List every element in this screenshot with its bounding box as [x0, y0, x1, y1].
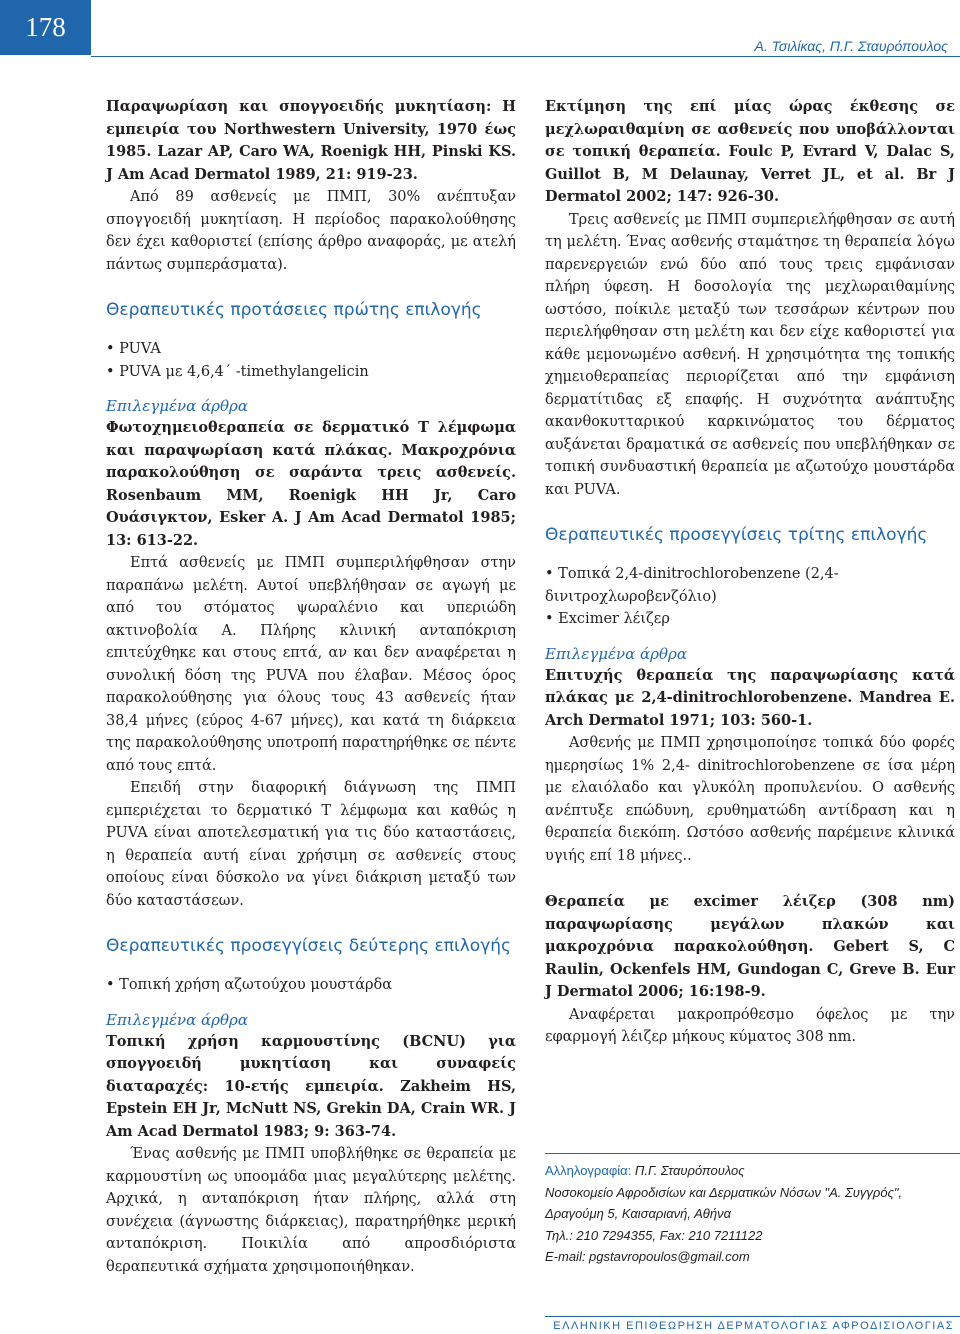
- list-item: • PUVA με 4,6,4΄ -timethylangelicin: [106, 361, 516, 384]
- correspondence-line: Τηλ.: 210 7294355, Fax: 210 7211122: [545, 1227, 763, 1243]
- section-title: Θεραπευτικές προσεγγίσεις δεύτερης επιλογής: [106, 936, 512, 956]
- correspondence-rule: [545, 1153, 960, 1154]
- correspondence-label: Αλληλογραφία:: [545, 1163, 632, 1178]
- article-body: Ένας ασθενής με ΠΜΠ υποβλήθηκε σε θεραπεία με καρμουστίνη ως υποομάδα μιας μεγαλύτερης μελέτης. Αρχικά, η ανταπόκριση ήταν πλήρης, αλλά στη συνέχεια (άγνωστης διάρκειας), παρατηρήθηκε μερική ανταπόκριση. Ποικιλία από απροσδιόριστα θεραπευτικά σχήματα χρησιμοποιήθηκαν.: [106, 1146, 516, 1275]
- selected-articles-label: Επιλεγμένα άρθρα: [106, 1010, 248, 1029]
- article-title: Φωτοχημειοθεραπεία σε δερματικό Τ λέμφωμα και παραψωρίαση κατά πλάκας. Μακροχρόνια παρακολούθηση σε σαράντα τρεις ασθενείς. Rosenbaum MM, Roenigk HH Jr, Caro Ουάσιγκτον, Esker A. J Am Acad Dermatol 1985; 13: 613-22.: [106, 419, 516, 549]
- header-rule: [91, 56, 960, 57]
- article-body: Επτά ασθενείς με ΠΜΠ συμπεριλήφθησαν στην παραπάνω μελέτη. Αυτοί υπεβλήθησαν σε αγωγή με από του στόματος ψωραλένιο και υπεριώδη ακτινοβολία Α. Πλήρης κλινική ανταπόκριση επιτεύχθηκε και στους επτά, αν και δεν αναφέρεται η συνολική δόση της PUVA που έλαβαν. Μέσος όρος παρακολούθησης για όλους τους 43 ασθενείς ήταν 38,4 μήνες (εύρος 4-67 μήνες), και κατά τη διάρκεια της παρακολούθησης υποτροπή παρατηρήθηκε σε πέντε από τους επτά.: [106, 555, 516, 774]
- journal-footer: ΕΛΛΗΝΙΚΗ ΕΠΙΘΕΩΡΗΣΗ ΔΕΡΜΑΤΟΛΟΓΙΑΣ ΑΦΡΟΔΙΣΙΟΛΟΓΙΑΣ: [553, 1320, 954, 1332]
- list-item: • Τοπική χρήση αζωτούχου μουστάρδα: [106, 974, 516, 997]
- section-title: Θεραπευτικές προσεγγίσεις τρίτης επιλογής: [545, 525, 928, 545]
- list-item: • PUVA: [106, 338, 516, 361]
- correspondence-email[interactable]: E-mail: pgstavropoulos@gmail.com: [545, 1249, 750, 1264]
- article-body: Επειδή στην διαφορική διάγνωση της ΠΜΠ εμπεριέχεται το δερματικό Τ λέμφωμα και καθώς η PUVA είναι αποτελεσματική για τις δύο καταστάσεις, η θεραπεία αυτή είναι χρήσιμη σε ασθενείς στους οποίους είναι δύσκολο να γίνει διάκριση μεταξύ των δύο καταστάσεων.: [106, 780, 516, 909]
- page-number: 178: [0, 0, 91, 55]
- article-title: Επιτυχής θεραπεία της παραψωρίασης κατά πλάκας με 2,4-dinitrochlorobenzene. Mandrea E. Arch Dermatol 1971; 103: 560-1.: [545, 666, 955, 729]
- selected-articles-label: Επιλεγμένα άρθρα: [106, 397, 248, 415]
- correspondence-name: Π.Γ. Σταυρόπουλος: [634, 1163, 745, 1178]
- article-title: Εκτίμηση της επί μίας ώρας έκθεσης σε μεχλωραιθαμίνη σε ασθενείς που υποβάλλονται σε τοπική θεραπεία. Foulc P, Evrard V, Dalac S, Guillot B, M Delaunay, Verret JL, et al. Br J Dermatol 2002; 147: 926-30.: [545, 98, 955, 205]
- article-body: Από 89 ασθενείς με ΠΜΠ, 30% ανέπτυξαν σπογγοειδή μυκητίαση. Η περίοδος παρακολούθησης δεν έχει καθοριστεί (επίσης άρθρο αναφοράς, με ατελή πάντως συμπεράσματα).: [106, 189, 516, 273]
- selected-articles-label: Επιλεγμένα άρθρα: [545, 644, 687, 663]
- section-title: Θεραπευτικές προτάσειες πρώτης επιλογής: [106, 300, 482, 320]
- article-title: Παραψωρίαση και σπογγοειδής μυκητίαση: Η εμπειρία του Northwestern University, 1970 έως 1985. Lazar AP, Caro WA, Roenigk HH, Pinski KS. J Am Acad Dermatol 1989, 21: 919-23.: [106, 98, 516, 183]
- list-item: • Excimer λέιζερ: [545, 608, 955, 631]
- article-body: Αναφέρεται μακροπρόθεσμο όφελος με την εφαρμογή λέιζερ μήκους κύματος 308 nm.: [545, 1006, 955, 1045]
- header-authors: Α. Τσιλίκας, Π.Γ. Σταυρόπουλος: [754, 38, 948, 54]
- left-column: [106, 96, 516, 1278]
- article-body: Ασθενής με ΠΜΠ χρησιμοποίησε τοπικά δύο φορές ημερησίως 1% 2,4- dinitrochlorobenzene σε ίσα μέρη με ελαιόλαδο και γλυκόλη προπυλενίου. Ο ασθενής ανέπτυξε επώδυνη, ερυθηματώδη αντίδραση και η θεραπεία διεκόπη. Ωστόσο ασθενής παρέμεινε κλινικά υγιής επί 18 μήνες..: [545, 735, 955, 864]
- article-title: Τοπική χρήση καρμουστίνης (BCNU) για σπογγοειδή μυκητίαση και συναφείς διαταραχές: 10-ετής εμπειρία. Zakheim HS, Epstein EH Jr, McNutt NS, Grekin DA, Crain WR. J Am Acad Dermatol 1983; 9: 363-74.: [106, 1032, 516, 1140]
- correspondence-line: Δραγούμη 5, Καισαριανή, Αθήνα: [545, 1206, 731, 1221]
- footer-rule: [545, 1316, 960, 1317]
- treatment-list: [106, 338, 516, 383]
- right-column: [545, 96, 955, 1049]
- article-body: Τρεις ασθενείς με ΠΜΠ συμπεριελήφθησαν σε αυτή τη μελέτη. Ένας ασθενής σταμάτησε τη θεραπεία λόγω παρενεργειών ενώ δύο από τους τρεις εμφάνισαν πλήρη ύφεση. Η δοσολογία της μεχλωραιθαμίνης ωστόσο, ποίκιλε μεταξύ των τεσσάρων κέντρων που περιελήφθησαν στη μελέτη και δεν είχε καθοριστεί για κάθε μεμονωμένο ασθενή. Η χρησιμότητα της τοπικής χημειοθεραπείας περιορίζεται από την εμφάνιση δερματίτιδας εξ επαφής. Η συχνότητα ανάπτυξης ακανθοκυτταρικού καρκινώματος του δέρματος αυξάνεται δραματικά σε ασθενείς που υπεβλήθηκαν σε τοπική συνδυαστική θεραπεία με αζωτούχο μουστάρδα και PUVA.: [545, 211, 955, 498]
- list-item: • Τοπικά 2,4-dinitrochlorobenzene (2,4-δινιτροχλωροβενζόλιο): [545, 563, 955, 608]
- treatment-list: [545, 563, 955, 631]
- article-title: Θεραπεία με excimer λέιζερ (308 nm) παραψωρίασης μεγάλων πλακών και μακροχρόνια παρακολούθηση. Gebert S, C Raulin, Ockenfels HM, Gundogan C, Greve B. Eur J Dermatol 2006; 16:198-9.: [545, 893, 955, 1000]
- correspondence-line: Νοσοκομείο Αφροδισίων και Δερματικών Νόσων "Α. Συγγρός",: [545, 1184, 903, 1200]
- treatment-list: [106, 974, 516, 997]
- correspondence-block: [545, 1160, 960, 1268]
